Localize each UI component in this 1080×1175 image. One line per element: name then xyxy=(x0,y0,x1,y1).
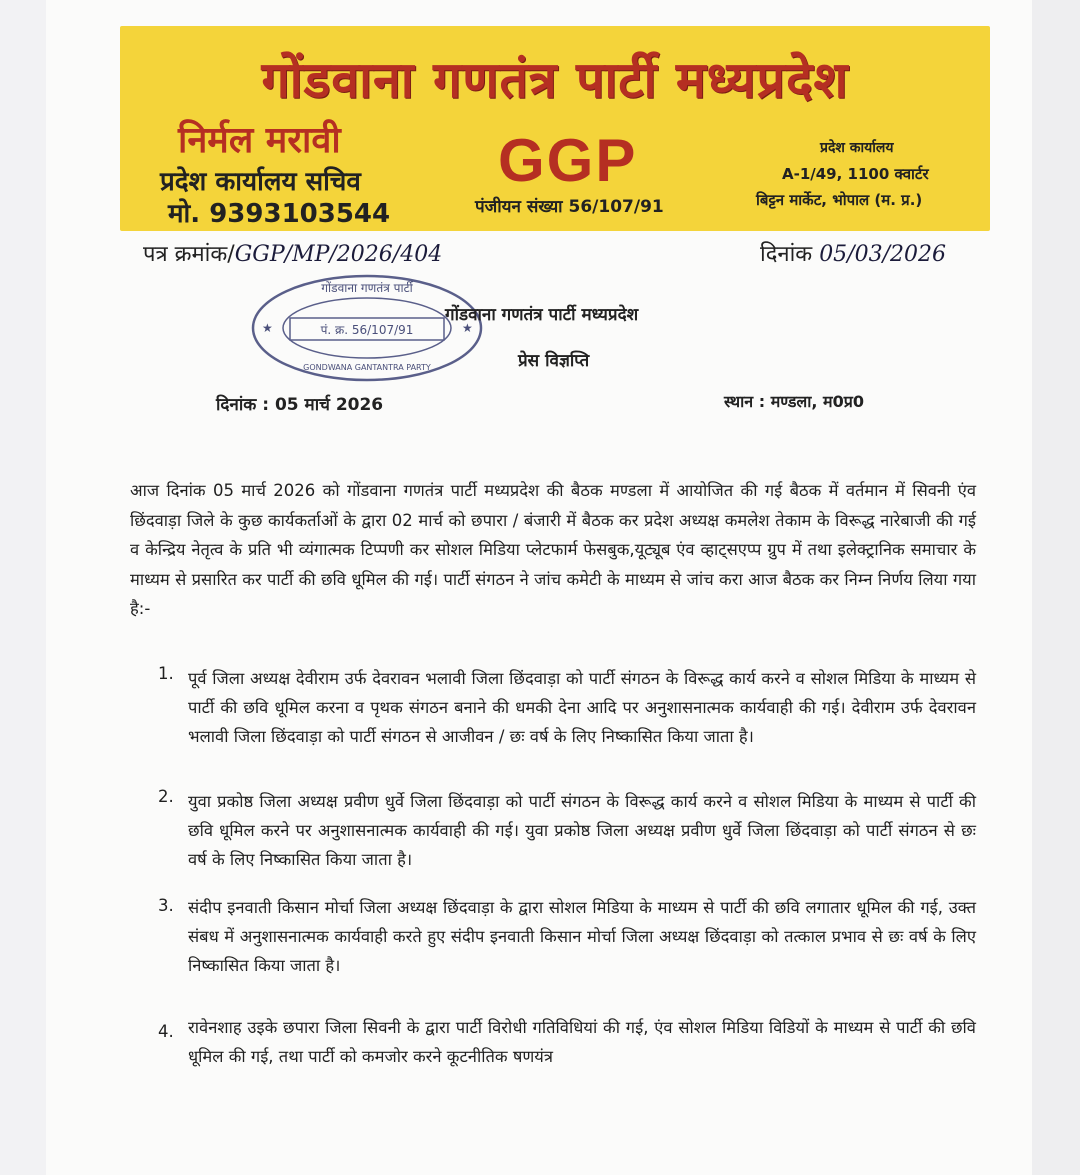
press-organization: गोंडवाना गणतंत्र पार्टी मध्यप्रदेश xyxy=(445,305,639,325)
party-name: गोंडवाना गणतंत्र पार्टी मध्यप्रदेश xyxy=(261,50,849,109)
page-edge xyxy=(1032,0,1080,1175)
person-title: प्रदेश कार्यालय सचिव xyxy=(160,167,361,197)
seal-star-icon: ★ xyxy=(462,321,473,335)
item-number: 1. xyxy=(158,664,174,683)
list-item: पूर्व जिला अध्यक्ष देवीराम उर्फ देवरावन भलावी जिला छिंदवाड़ा को पार्टी संगठन के विरूद्ध कार्य करने व सोशल मिडिया के माध्यम से पार्टी की छवि धूमिल करना व पृथक संगठन बनाने की धमकी देना आदि पर अनुशासनात्मक कार्यवाही की गई। देवीराम उर्फ देवरावन भलावी जिला छिंदवाड़ा को पार्टी संगठन से आजीवन / छः वर्ष के लिए निष्कासित किया जाता है। xyxy=(188,669,976,746)
letter-number-value: GGP/MP/2026/404 xyxy=(234,242,443,267)
person-phone: मो. 9393103544 xyxy=(168,199,391,229)
press-release-title: प्रेस विज्ञप्ति xyxy=(518,351,590,371)
intro-paragraph: आज दिनांक 05 मार्च 2026 को गोंडवाना गणतंत्र पार्टी मध्यप्रदेश की बैठक मण्डला में आयोजित की गई बैठक में वर्तमान में सिवनी एंव छिंदवाड़ा जिले के कुछ कार्यकर्ताओं के द्वारा 02 मार्च को छपारा / बंजारी में बैठक कर प्रदेश अध्यक्ष कमलेश तेकाम के विरूद्ध नारेबाजी की गई व केन्द्रिय नेतृत्व के प्रति भी व्यंगात्मक टिप्पणी कर सोशल मिडिया प्लेटफार्म फेसबुक,यूट्यूब एंव व्हाट्सएप्प ग्रुप में तथा इलेक्ट्रानिक समाचार के माध्यम से प्रसारित कर पार्टी की छवि धूमिल की गई। पार्टी संगठन ने जांच कमेटी के माध्यम से जांच करा आज बैठक कर निम्न निर्णय लिया गया है:- xyxy=(130,481,977,618)
person-name: निर्मल मरावी xyxy=(178,119,341,161)
office-title: प्रदेश कार्यालय xyxy=(820,140,894,156)
letterhead-banner xyxy=(120,26,990,231)
press-place: स्थान : मण्डला, म0प्र0 xyxy=(724,392,864,411)
letter-date-label: दिनांक xyxy=(760,242,813,267)
registration-number: पंजीयन संख्या 56/107/91 xyxy=(475,197,664,217)
seal-center-text: पं. क्र. 56/107/91 xyxy=(320,323,414,337)
press-date: दिनांक : 05 मार्च 2026 xyxy=(216,395,384,415)
list-item: युवा प्रकोष्ठ जिला अध्यक्ष प्रवीण धुर्वे जिला छिंदवाड़ा को पार्टी संगठन के विरूद्ध कार्य करने व सोशल मिडिया के माध्यम से पार्टी की छवि धूमिल करने पर अनुशासनात्मक कार्यवाही की गई। युवा प्रकोष्ठ जिला अध्यक्ष प्रवीण धुर्वे जिला छिंदवाड़ा को पार्टी संगठन से छः वर्ष के लिए निष्कासित किया जाता है। xyxy=(188,792,976,869)
party-seal-stamp xyxy=(248,272,486,384)
item-number: 2. xyxy=(158,787,174,806)
item-number: 3. xyxy=(158,896,174,915)
list-item: संदीप इनवाती किसान मोर्चा जिला अध्यक्ष छिंदवाड़ा के द्वारा सोशल मिडिया के माध्यम से पार्टी की छवि लगातार धूमिल की गई, उक्त संबध में अनुशासनात्मक कार्यवाही करते हुए संदीप इनवाती किसान मोर्चा जिला अध्यक्ष छिंदवाड़ा को तत्काल प्रभाव से छः वर्ष के लिए निष्कासित किया जाता है। xyxy=(188,898,976,975)
letter-number xyxy=(143,238,442,268)
letter-date-value: 05/03/2026 xyxy=(819,242,946,267)
seal-top-text: गोंडवाना गणतंत्र पार्टी xyxy=(321,281,413,295)
letter-date xyxy=(760,238,946,268)
list-item: रावेनशाह उइके छपारा जिला सिवनी के द्वारा पार्टी विरोधी गतिविधियां की गई, एंव सोशल मिडिया विडियों के माध्यम से पार्टी की छवि धूमिल की गई, तथा पार्टी को कमजोर करने कूटनीतिक षणयंत्र xyxy=(188,1018,976,1066)
ggp-logo: GGP xyxy=(498,127,638,194)
office-address-line1: A-1/49, 1100 क्वार्टर xyxy=(782,165,929,183)
seal-bottom-text: GONDWANA GANTANTRA PARTY xyxy=(303,363,431,372)
letter-number-label: पत्र क्रमांक/ xyxy=(143,242,235,267)
item-number: 4. xyxy=(158,1022,174,1041)
seal-star-icon: ★ xyxy=(262,321,273,335)
office-address-line2: बिट्टन मार्केट, भोपाल (म. प्र.) xyxy=(756,191,923,209)
